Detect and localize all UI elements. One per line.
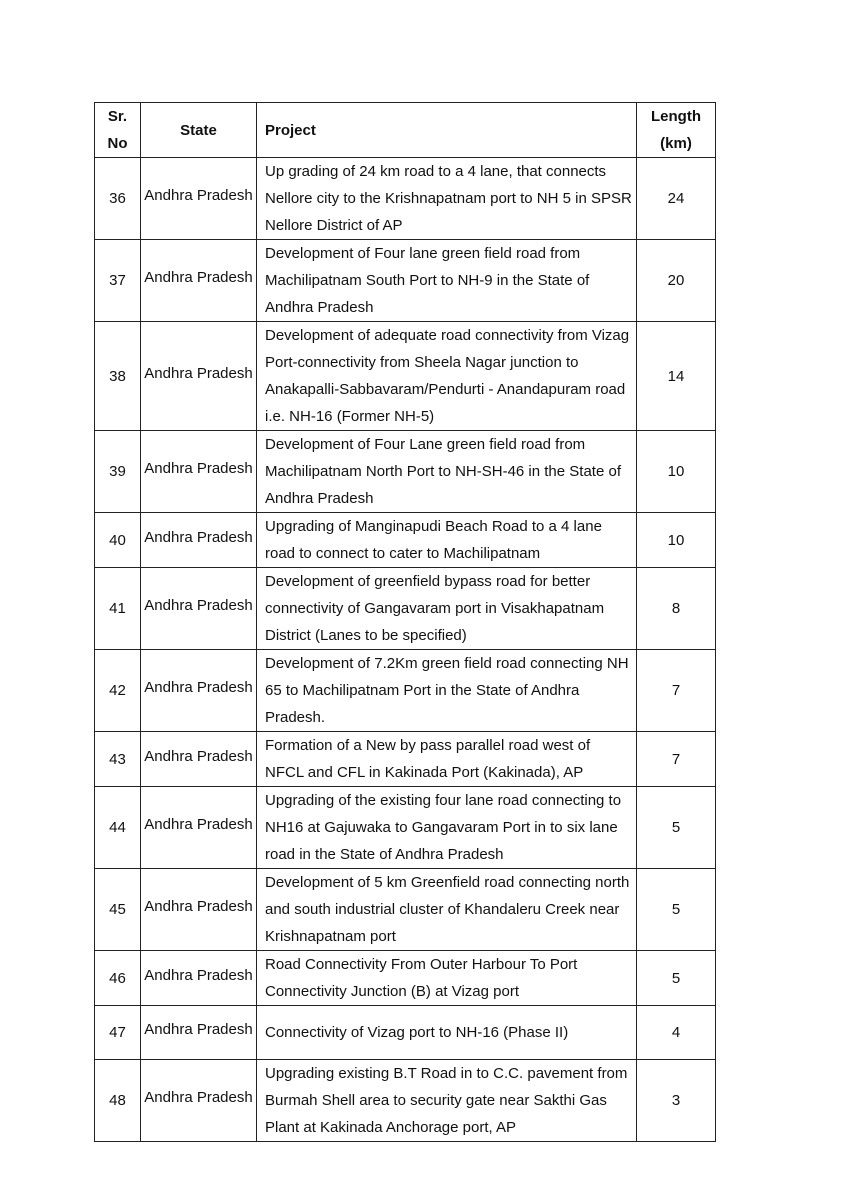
state-cell: Andhra Pradesh (141, 1006, 257, 1060)
table-row (95, 568, 716, 650)
project-cell: Up grading of 24 km road to a 4 lane, that connects Nellore city to the Krishnapatnam port to NH 5 in SPSR Nellore District of AP (257, 158, 637, 240)
state-cell: Andhra Pradesh (141, 240, 257, 322)
length-cell: 10 (637, 431, 716, 513)
project-cell: Formation of a New by pass parallel road west of NFCL and CFL in Kakinada Port (Kakinada), AP (257, 732, 637, 787)
header-length-line1: Length (651, 108, 701, 125)
project-cell: Upgrading of Manginapudi Beach Road to a 4 lane road to connect to cater to Machilipatnam (257, 513, 637, 568)
length-cell: 7 (637, 732, 716, 787)
state-cell: Andhra Pradesh (141, 513, 257, 568)
sr-no-cell: 43 (95, 732, 141, 787)
length-cell: 14 (637, 322, 716, 431)
state-cell: Andhra Pradesh (141, 869, 257, 951)
project-cell: Upgrading of the existing four lane road connecting to NH16 at Gajuwaka to Gangavaram Port in to six lane road in the State of Andhra Pradesh (257, 787, 637, 869)
state-cell: Andhra Pradesh (141, 732, 257, 787)
table-row (95, 732, 716, 787)
project-cell: Upgrading existing B.T Road in to C.C. pavement from Burmah Shell area to security gate near Sakthi Gas Plant at Kakinada Anchorage port, AP (257, 1060, 637, 1142)
length-cell: 5 (637, 869, 716, 951)
state-cell: Andhra Pradesh (141, 951, 257, 1006)
table-row (95, 513, 716, 568)
state-cell: Andhra Pradesh (141, 158, 257, 240)
state-cell: Andhra Pradesh (141, 322, 257, 431)
table-row (95, 431, 716, 513)
header-sr-no (95, 103, 141, 158)
project-cell: Development of Four Lane green field road from Machilipatnam North Port to NH-SH-46 in the State of Andhra Pradesh (257, 431, 637, 513)
sr-no-cell: 44 (95, 787, 141, 869)
table-row (95, 1060, 716, 1142)
project-cell: Development of 5 km Greenfield road connecting north and south industrial cluster of Khandaleru Creek near Krishnapatnam port (257, 869, 637, 951)
table-row (95, 240, 716, 322)
table-row (95, 869, 716, 951)
sr-no-cell: 41 (95, 568, 141, 650)
sr-no-cell: 37 (95, 240, 141, 322)
sr-no-cell: 40 (95, 513, 141, 568)
sr-no-cell: 48 (95, 1060, 141, 1142)
state-cell: Andhra Pradesh (141, 568, 257, 650)
sr-no-cell: 47 (95, 1006, 141, 1060)
state-cell: Andhra Pradesh (141, 650, 257, 732)
length-cell: 20 (637, 240, 716, 322)
table-row (95, 650, 716, 732)
header-length (637, 103, 716, 158)
header-project: Project (257, 103, 637, 158)
header-sr-line2: No (107, 135, 128, 152)
sr-no-cell: 38 (95, 322, 141, 431)
table-header-row (95, 103, 716, 158)
state-cell: Andhra Pradesh (141, 787, 257, 869)
table-row (95, 322, 716, 431)
table-row (95, 158, 716, 240)
project-cell: Development of 7.2Km green field road connecting NH 65 to Machilipatnam Port in the State of Andhra Pradesh. (257, 650, 637, 732)
header-sr-line1: Sr. (107, 108, 128, 125)
project-cell: Development of Four lane green field road from Machilipatnam South Port to NH-9 in the State of Andhra Pradesh (257, 240, 637, 322)
sr-no-cell: 46 (95, 951, 141, 1006)
table-row (95, 787, 716, 869)
header-length-line2: (km) (660, 135, 692, 152)
length-cell: 10 (637, 513, 716, 568)
project-cell: Connectivity of Vizag port to NH-16 (Phase II) (257, 1006, 637, 1060)
length-cell: 8 (637, 568, 716, 650)
project-cell: Road Connectivity From Outer Harbour To Port Connectivity Junction (B) at Vizag port (257, 951, 637, 1006)
sr-no-cell: 39 (95, 431, 141, 513)
table-row (95, 951, 716, 1006)
state-cell: Andhra Pradesh (141, 431, 257, 513)
state-cell: Andhra Pradesh (141, 1060, 257, 1142)
sr-no-cell: 36 (95, 158, 141, 240)
length-cell: 5 (637, 787, 716, 869)
length-cell: 7 (637, 650, 716, 732)
header-state: State (141, 103, 257, 158)
table-row (95, 1006, 716, 1060)
length-cell: 5 (637, 951, 716, 1006)
length-cell: 4 (637, 1006, 716, 1060)
project-cell: Development of greenfield bypass road for better connectivity of Gangavaram port in Visakhapatnam District (Lanes to be specified) (257, 568, 637, 650)
sr-no-cell: 42 (95, 650, 141, 732)
sr-no-cell: 45 (95, 869, 141, 951)
length-cell: 24 (637, 158, 716, 240)
projects-table (94, 102, 716, 1142)
length-cell: 3 (637, 1060, 716, 1142)
project-cell: Development of adequate road connectivity from Vizag Port-connectivity from Sheela Nagar junction to Anakapalli-Sabbavaram/Pendurti - Anandapuram road i.e. NH-16 (Former NH-5) (257, 322, 637, 431)
